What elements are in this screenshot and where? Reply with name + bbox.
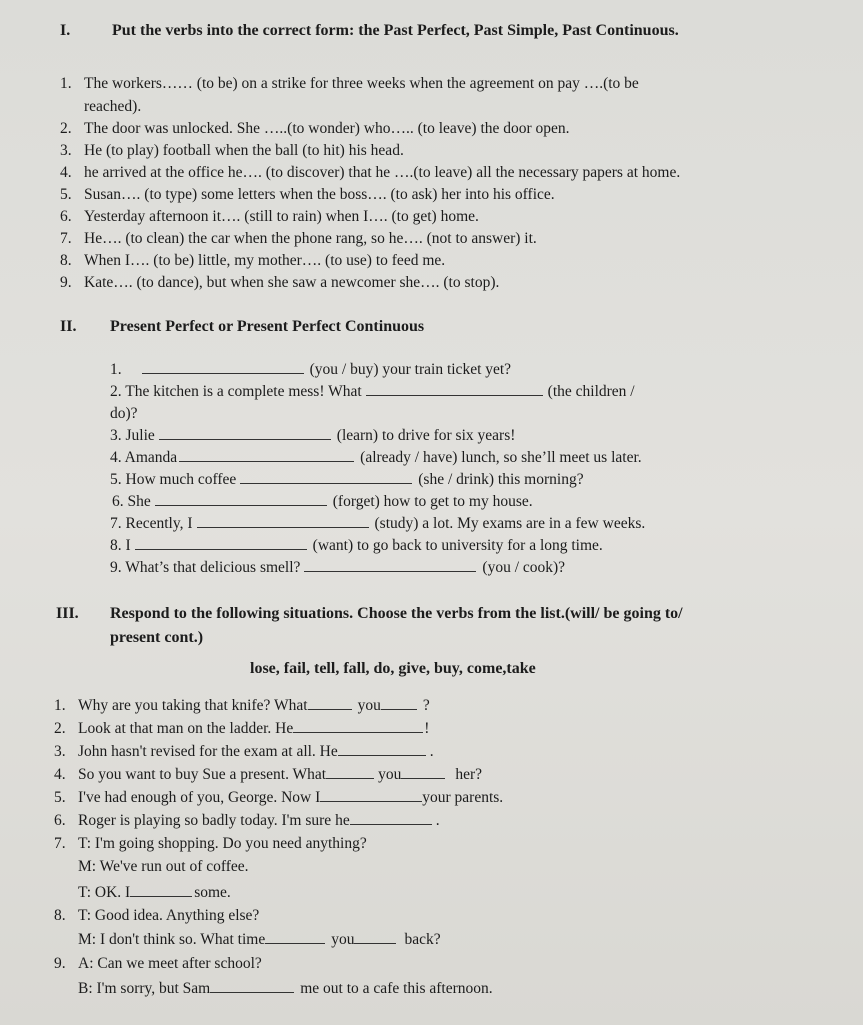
answer-blank[interactable]	[130, 884, 192, 897]
s2-item-4: 4. Amanda (already / have) lunch, so she’ll meet us later.	[110, 449, 642, 466]
answer-blank[interactable]	[135, 537, 307, 550]
answer-blank[interactable]	[304, 559, 476, 572]
answer-blank[interactable]	[197, 515, 369, 528]
s3-item-7: 7. T: I'm going shopping. Do you need anything?	[54, 835, 367, 852]
s3-item-8: 8. T: Good idea. Anything else?	[54, 907, 260, 924]
s1-item-7: 7. He…. (to clean) the car when the phone rang, so he…. (not to answer) it.	[60, 230, 537, 247]
answer-blank[interactable]	[366, 383, 543, 396]
s3-item-1: 1. Why are you taking that knife? What you ?	[54, 697, 430, 714]
s3-item-5: 5. I've had enough of you, George. Now I your parents.	[54, 789, 504, 806]
answer-blank[interactable]	[155, 493, 327, 506]
s3-item-7-line-2: M: We've run out of coffee.	[78, 858, 249, 875]
section-2-numeral: II.	[60, 318, 77, 335]
section-2-title: Present Perfect or Present Perfect Continuous	[110, 318, 425, 335]
s2-item-5: 5. How much coffee (she / drink) this morning?	[110, 471, 584, 488]
section-1-title: Put the verbs into the correct form: the Past Perfect, Past Simple, Past Continuous.	[112, 22, 679, 39]
s1-item-8: 8. When I…. (to be) little, my mother…. (to use) to feed me.	[60, 252, 446, 269]
answer-blank[interactable]	[265, 931, 325, 944]
section-3-title: Respond to the following situations. Choose the verbs from the list.(will/ be going to/	[110, 605, 683, 622]
answer-blank[interactable]	[210, 980, 294, 993]
answer-blank[interactable]	[401, 766, 445, 779]
section-3-title-cont: present cont.)	[110, 629, 204, 646]
answer-blank[interactable]	[354, 931, 396, 944]
s2-item-3: 3. Julie (learn) to drive for six years!	[110, 427, 516, 444]
s1-item-4: 4. he arrived at the office he…. (to discover) that he ….(to leave) all the necessary papers at home.	[60, 164, 681, 181]
answer-blank[interactable]	[159, 427, 331, 440]
section-3-numeral: III.	[56, 605, 79, 622]
s1-item-3: 3. He (to play) football when the ball (to hit) his head.	[60, 142, 404, 159]
answer-blank[interactable]	[350, 812, 432, 825]
s3-item-2: 2. Look at that man on the ladder. He !	[54, 720, 430, 737]
s2-item-9: 9. What’s that delicious smell? (you / cook)?	[110, 559, 566, 576]
s1-item-6: 6. Yesterday afternoon it…. (still to rain) when I…. (to get) home.	[60, 208, 479, 225]
s3-item-4: 4. So you want to buy Sue a present. What you her?	[54, 766, 483, 783]
s1-item-9: 9. Kate…. (to dance), but when she saw a newcomer she…. (to stop).	[60, 274, 500, 291]
s1-item-2: 2. The door was unlocked. She …..(to wonder) who….. (to leave) the door open.	[60, 120, 570, 137]
s3-item-9: 9. A: Can we meet after school?	[54, 955, 262, 972]
s2-item-1: 1. (you / buy) your train ticket yet?	[110, 361, 512, 378]
answer-blank[interactable]	[142, 361, 304, 374]
s2-item-2-cont: do)?	[110, 405, 138, 422]
s1-item-5: 5. Susan…. (to type) some letters when the boss…. (to ask) her into his office.	[60, 186, 555, 203]
answer-blank[interactable]	[338, 743, 426, 756]
s2-item-7: 7. Recently, I (study) a lot. My exams are in a few weeks.	[110, 515, 646, 532]
section-1-numeral: I.	[60, 22, 71, 39]
answer-blank[interactable]	[293, 720, 423, 733]
answer-blank[interactable]	[240, 471, 412, 484]
s3-item-6: 6. Roger is playing so badly today. I'm sure he .	[54, 812, 440, 829]
answer-blank[interactable]	[308, 697, 352, 710]
answer-blank[interactable]	[381, 697, 417, 710]
answer-blank[interactable]	[179, 449, 354, 462]
s2-item-2: 2. The kitchen is a complete mess! What (the children /	[110, 383, 635, 400]
answer-blank[interactable]	[326, 766, 374, 779]
verb-list: lose, fail, tell, fall, do, give, buy, come,take	[250, 660, 536, 677]
s1-item-1: 1. The workers…… (to be) on a strike for three weeks when the agreement on pay ….(to be	[60, 75, 639, 92]
s3-item-7-line-3: T: OK. I some.	[78, 884, 231, 901]
s2-item-6: 6. She (forget) how to get to my house.	[112, 493, 533, 510]
s1-item-1-cont: reached).	[84, 98, 142, 115]
s3-item-3: 3. John hasn't revised for the exam at all. He .	[54, 743, 434, 760]
s3-item-8-line-2: M: I don't think so. What time you back?	[78, 931, 441, 948]
s3-item-9-line-2: B: I'm sorry, but Sam me out to a cafe this afternoon.	[78, 980, 493, 997]
s2-item-8: 8. I (want) to go back to university for a long time.	[110, 537, 603, 554]
answer-blank[interactable]	[320, 789, 422, 802]
